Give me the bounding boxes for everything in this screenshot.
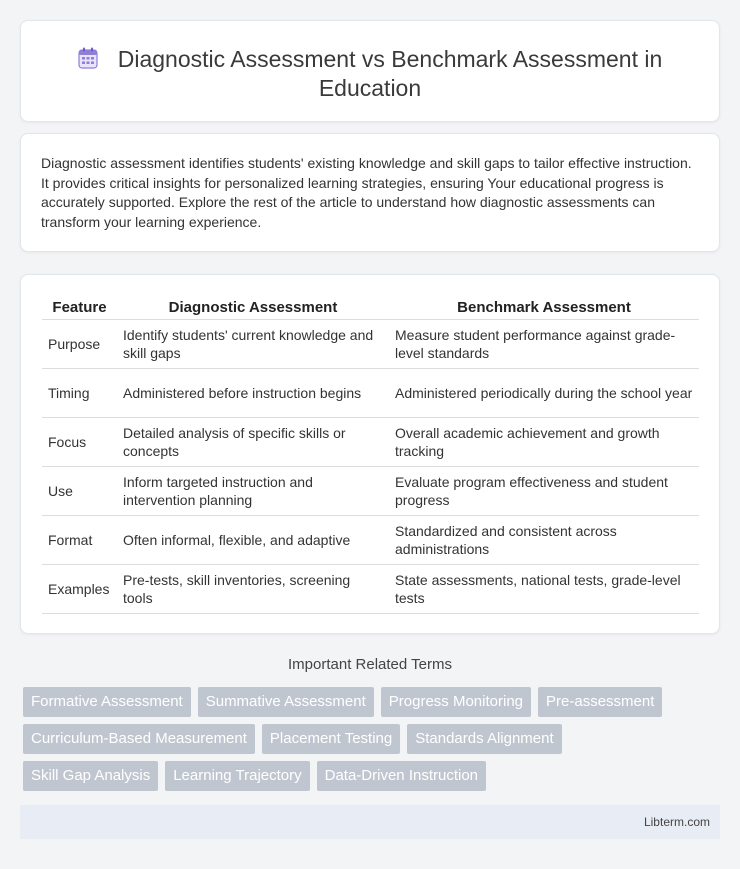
table-row: [42, 368, 699, 417]
cell-diagnostic: Identify students' current knowledge and skill gaps: [117, 319, 389, 368]
page-title-wrap: [61, 45, 679, 103]
cell-feature: Focus: [42, 417, 117, 466]
cell-feature: Examples: [42, 564, 117, 613]
related-term-tag[interactable]: Data-Driven Instruction: [317, 761, 486, 791]
related-terms-heading: Important Related Terms: [288, 656, 452, 673]
table-row: [42, 319, 699, 368]
cell-feature: Timing: [42, 368, 117, 417]
cell-diagnostic: Detailed analysis of specific skills or concepts: [117, 417, 389, 466]
related-term-tag[interactable]: Learning Trajectory: [165, 761, 309, 791]
table-row: [42, 417, 699, 466]
related-term-tag[interactable]: Placement Testing: [262, 724, 400, 754]
related-term-tag[interactable]: Skill Gap Analysis: [23, 761, 158, 791]
table-row: [42, 466, 699, 515]
header-feature: Feature: [42, 297, 117, 319]
intro-paragraph: Diagnostic assessment identifies students' existing knowledge and skill gaps to tailor effective instruction. It provides critical insights for personalized learning strategies, ensuring Your educational progress is accurately supported. Explore the rest of the article to understand how diagnostic assessments can transform your learning experience.: [41, 155, 692, 230]
related-term-tag[interactable]: Curriculum-Based Measurement: [23, 724, 255, 754]
cell-diagnostic: Administered before instruction begins: [117, 368, 389, 417]
related-term-tag[interactable]: Formative Assessment: [23, 687, 191, 717]
cell-feature: Purpose: [42, 319, 117, 368]
header-diagnostic: Diagnostic Assessment: [117, 297, 389, 319]
page-title: Diagnostic Assessment vs Benchmark Assessment in Education: [117, 46, 663, 101]
related-term-tag[interactable]: Pre-assessment: [538, 687, 662, 717]
header-card: [20, 20, 720, 122]
footer-site-link[interactable]: Libterm.com: [643, 815, 710, 829]
cell-diagnostic: Pre-tests, skill inventories, screening tools: [117, 564, 389, 613]
cell-benchmark: Measure student performance against grade-level standards: [389, 319, 699, 368]
related-term-tag[interactable]: Progress Monitoring: [381, 687, 531, 717]
header-benchmark: Benchmark Assessment: [389, 297, 699, 319]
cell-benchmark: State assessments, national tests, grade-level tests: [389, 564, 699, 613]
related-term-tag[interactable]: Summative Assessment: [198, 687, 374, 717]
table-header-row: [42, 297, 699, 319]
calendar-icon: [78, 47, 98, 67]
intro-card: [20, 133, 720, 252]
related-terms-list: [23, 687, 723, 798]
cell-benchmark: Standardized and consistent across administrations: [389, 515, 699, 564]
footer: [20, 805, 720, 839]
cell-benchmark: Administered periodically during the school year: [389, 368, 699, 417]
comparison-table: [42, 297, 699, 614]
table-row: [42, 564, 699, 613]
cell-benchmark: Evaluate program effectiveness and student progress: [389, 466, 699, 515]
cell-benchmark: Overall academic achievement and growth tracking: [389, 417, 699, 466]
table-row: [42, 515, 699, 564]
related-term-tag[interactable]: Standards Alignment: [407, 724, 561, 754]
cell-diagnostic: Often informal, flexible, and adaptive: [117, 515, 389, 564]
cell-feature: Use: [42, 466, 117, 515]
cell-feature: Format: [42, 515, 117, 564]
cell-diagnostic: Inform targeted instruction and intervention planning: [117, 466, 389, 515]
comparison-table-card: [20, 274, 720, 634]
